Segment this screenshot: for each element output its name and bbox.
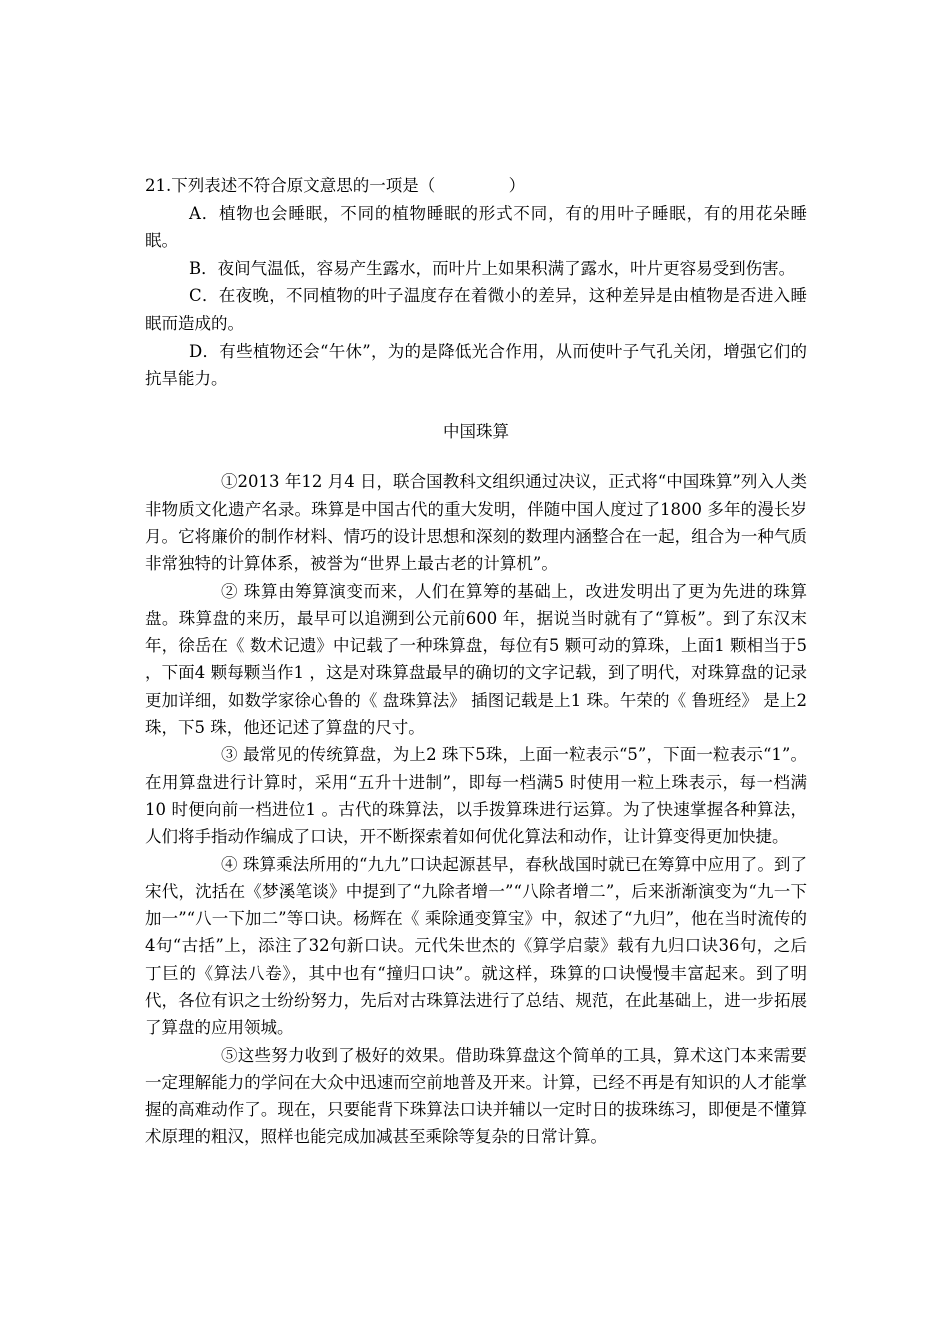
- paragraph-4: ④ 珠算乘法所用的“九九”口诀起源甚早，春秋战国时就已在筹算中应用了。到了宋代，沈括在《梦溪笔谈》中提到了“九除者增一”“八除者增二”，后来浙渐演变为“九一下加一”“八一下加二”等口诀。杨辉在《 乘除通变算宝》中，叙述了“九归”，他在当时流传的4句“古括”上，添注了32句新口诀。元代朱世杰的《算学启蒙》载有九归口诀36句，之后丁巨的《算法八卷》，其中也有“撞归口诀”。就这样，珠算的口诀慢慢丰富起来。到了明代，各位有识之士纷纷努力，先后对古珠算法进行了总结、规范，在此基础上，进一步拓展了算盘的应用领城。: [145, 854, 807, 1038]
- paragraph-2: ② 珠算由筹算演变而来，人们在算筹的基础上，改进发明出了更为先进的珠算盘。珠算盘的来历，最早可以追溯到公元前600 年，据说当时就有了“算板”。到了东汉末年，徐岳在《 数术记遗》中记载了一种珠算盘，每位有5 颗可动的算珠，上面1 颗相当于5 ，下面4 颗每颗当作1 ，这是对珠算盘最早的确切的文字记载，到了明代，对珠算盘的记录更加详细，如数学家徐心鲁的《 盘珠算法》 插图记载是上1 珠。午荣的《 鲁班经》 是上2 珠，下5 珠，他还记述了算盘的尺寸。: [145, 581, 807, 738]
- article-title: 中国珠算: [443, 421, 509, 441]
- option-c: C．在夜晚，不同植物的叶子温度存在着微小的差异，这种差异是由植物是否进入睡眠而造成的。: [145, 286, 807, 333]
- option-d: D．有些植物还会“午休”，为的是降低光合作用，从而使叶子气孔关闭，增强它们的抗旱能力。: [145, 341, 807, 389]
- paragraph-3: ③ 最常见的传统算盘，为上2 珠下5珠，上面一粒表示“5”，下面一粒表示“1”。在用算盘进行计算时，采用“五升十进制”，即每一档满5 时使用一粒上珠表示，每一档满10 时便向前一档进位1 。古代的珠算法，以手拨算珠进行运算。为了快速掌握各种算法，人们将手指动作编成了口诀，开不断探索着如何优化算法和动作，让计算变得更加快捷。: [145, 745, 807, 847]
- document-page: [145, 172, 807, 1151]
- paragraph-5: ⑤这些努力收到了极好的效果。借助珠算盘这个简单的工具，算术这门本来需要一定理解能力的学问在大众中迅速而空前地普及开来。计算，已经不再是有知识的人才能掌握的高难动作了。现在，只要能背下珠算法口诀并辅以一定时日的拔珠练习，即便是不懂算术原理的粗汉，照样也能完成加减甚至乘除等复杂的日常计算。: [145, 1045, 807, 1147]
- option-a: A．植物也会睡眠，不同的植物睡眠的形式不同，有的用叶子睡眠，有的用花朵睡眠。: [145, 203, 807, 251]
- question-stem: 21.下列表述不符合原文意思的一项是（ ）: [145, 176, 526, 195]
- option-b: B．夜间气温低，容易产生露水，而叶片上如果积满了露水，叶片更容易受到伤害。: [189, 258, 796, 278]
- paragraph-1: ①2013 年12 月4 日，联合国教科文组织通过决议，正式将“中国珠算”列入人类非物质文化遗产名录。珠算是中国古代的重大发明，伴随中国人度过了1800 多年的漫长岁月。它将廉价的制作材料、情巧的设计思想和深刻的数理内涵整合在一起，组合为一种气质非常独特的计算体系，被誉为“世界上最古老的计算机”。: [145, 472, 807, 574]
